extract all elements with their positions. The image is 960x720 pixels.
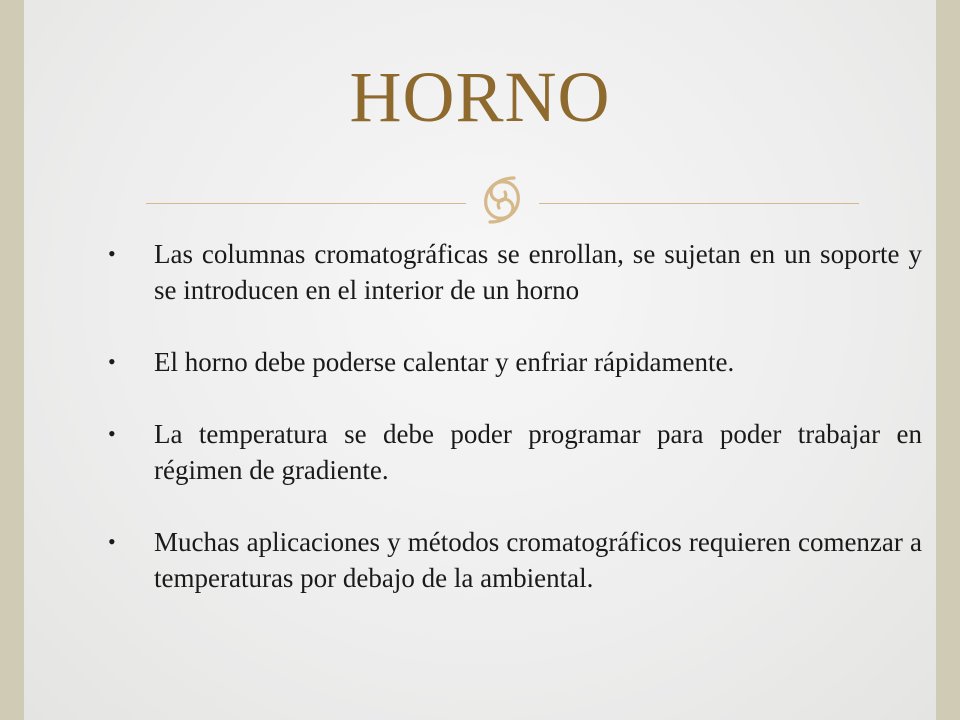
bullet-text: Las columnas cromatográficas se enrollan, se sujetan en un soporte y se introducen en el interior de un horno <box>154 239 922 305</box>
bullet-text: La temperatura se debe poder programar para poder trabajar en régimen de gradiente. <box>154 419 922 485</box>
list-item <box>108 524 922 596</box>
bullet-marker: • <box>108 529 116 554</box>
bullet-marker: • <box>108 421 116 446</box>
divider-right <box>539 203 859 204</box>
bullet-list <box>108 236 922 596</box>
divider-left <box>146 203 466 204</box>
bullet-text: Muchas aplicaciones y métodos cromatográficos requieren comenzar a temperaturas por debajo de la ambiental. <box>154 527 922 593</box>
list-item <box>108 416 922 488</box>
list-item <box>108 344 922 380</box>
slide-frame <box>24 0 936 720</box>
list-item <box>108 236 922 308</box>
bullet-text: El horno debe poderse calentar y enfriar rápidamente. <box>154 347 735 377</box>
bullet-marker: • <box>108 241 116 266</box>
slide-title: HORNO <box>349 57 611 137</box>
bullet-marker: • <box>108 349 116 374</box>
flourish-ornament-icon <box>470 172 536 228</box>
